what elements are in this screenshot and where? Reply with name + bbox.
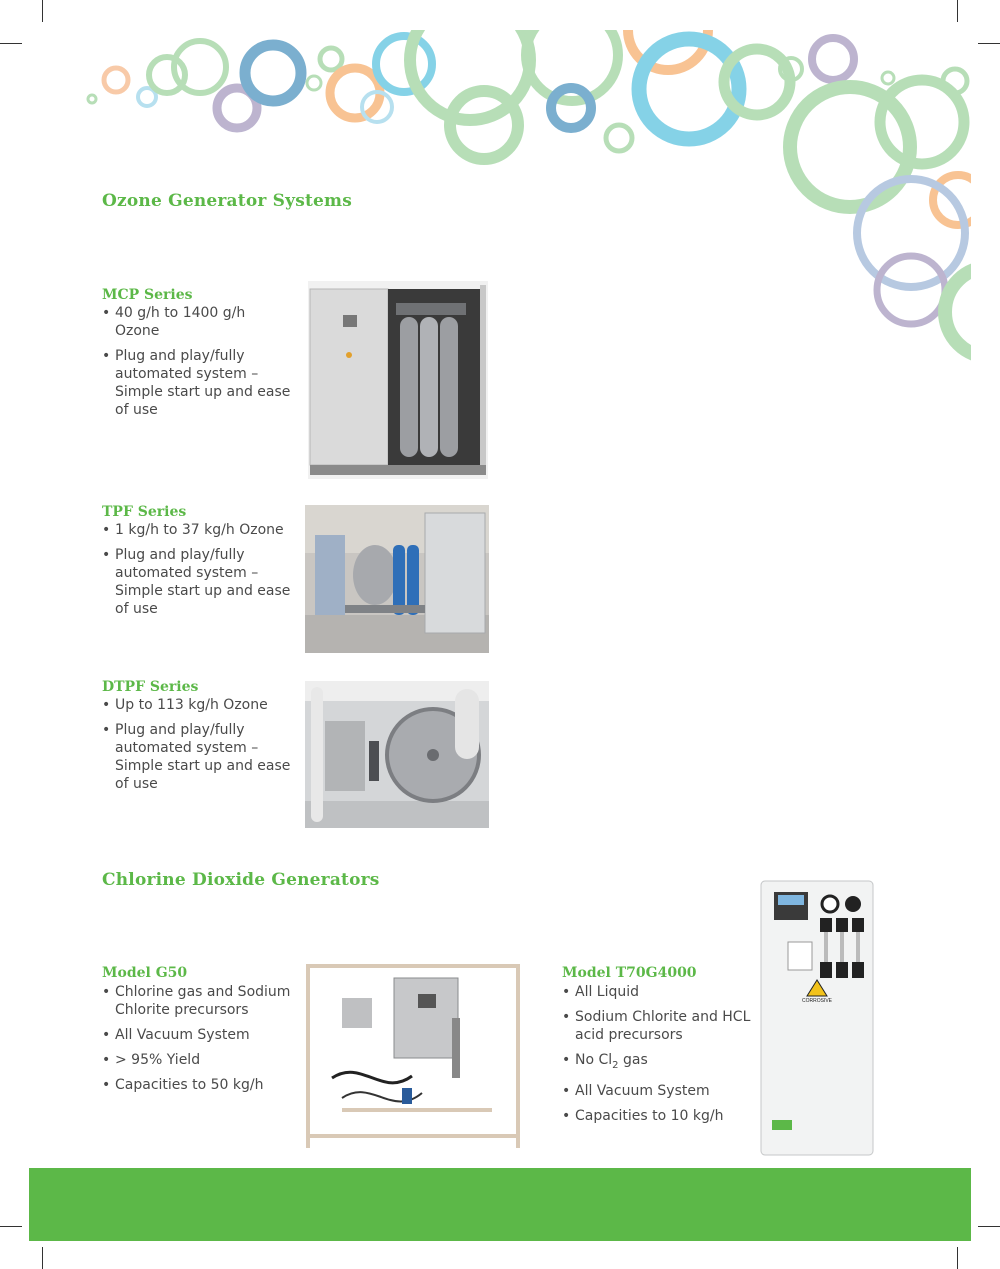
- g50-title: Model G50: [102, 965, 188, 981]
- t70-title: Model T70G4000: [562, 965, 697, 981]
- mcp-photo: [308, 281, 488, 479]
- g50-bullet-list: [102, 983, 302, 1101]
- g50-bullet-precursors: • Chlorine gas and Sodium Chlorite precursors: [102, 983, 302, 1019]
- t70-bullet-capacity: • Capacities to 10 kg/h: [562, 1107, 752, 1125]
- g50-bullet-capacity: • Capacities to 50 kg/h: [102, 1076, 302, 1094]
- mcp-bullet-capacity: • 40 g/h to 1400 g/h Ozone: [102, 304, 292, 340]
- t70-no-cl2-subscript: 2: [612, 1059, 619, 1071]
- t70-bullet-vacuum: • All Vacuum System: [562, 1082, 752, 1100]
- dtpf-bullet-automation: • Plug and play/fully automated system – Simple start up and ease of use: [102, 721, 292, 793]
- mcp-series-title: MCP Series: [102, 287, 193, 303]
- chlorine-heading: Chlorine Dioxide Generators: [102, 870, 380, 890]
- dtpf-series-title: DTPF Series: [102, 679, 199, 695]
- crop-mark: [978, 1226, 1000, 1227]
- crop-mark: [957, 1247, 958, 1269]
- dtpf-photo: [305, 681, 489, 828]
- t70-bullet-list: [562, 983, 752, 1132]
- tpf-bullet-capacity: • 1 kg/h to 37 kg/h Ozone: [102, 521, 292, 539]
- tpf-photo: [305, 505, 489, 653]
- dtpf-bullet-capacity: • Up to 113 kg/h Ozone: [102, 696, 292, 714]
- t70-no-cl2-prefix: No Cl: [575, 1052, 613, 1068]
- mcp-bullet-list: [102, 304, 292, 426]
- crop-mark: [0, 1226, 22, 1227]
- crop-mark: [42, 1247, 43, 1269]
- g50-photo: [302, 958, 524, 1154]
- mcp-bullet-automation: • Plug and play/fully automated system – Simple start up and ease of use: [102, 347, 292, 419]
- t70-bullet-no-cl2: [562, 1051, 752, 1075]
- tpf-bullet-automation: • Plug and play/fully automated system – Simple start up and ease of use: [102, 546, 292, 618]
- tpf-bullet-list: [102, 521, 292, 625]
- g50-bullet-vacuum: • All Vacuum System: [102, 1026, 302, 1044]
- t70-photo: [760, 880, 874, 1156]
- tpf-series-title: TPF Series: [102, 504, 187, 520]
- t70-bullet-liquid: • All Liquid: [562, 983, 752, 1001]
- t70-bullet-precursors: • Sodium Chlorite and HCL acid precursors: [562, 1008, 752, 1044]
- corrosive-label: CORROSIVE: [801, 998, 833, 1004]
- dtpf-bullet-list: [102, 696, 292, 800]
- t70-no-cl2-suffix: gas: [618, 1052, 648, 1068]
- g50-bullet-yield: • > 95% Yield: [102, 1051, 302, 1069]
- footer-bar: [29, 1168, 971, 1241]
- ozone-heading: Ozone Generator Systems: [102, 191, 352, 211]
